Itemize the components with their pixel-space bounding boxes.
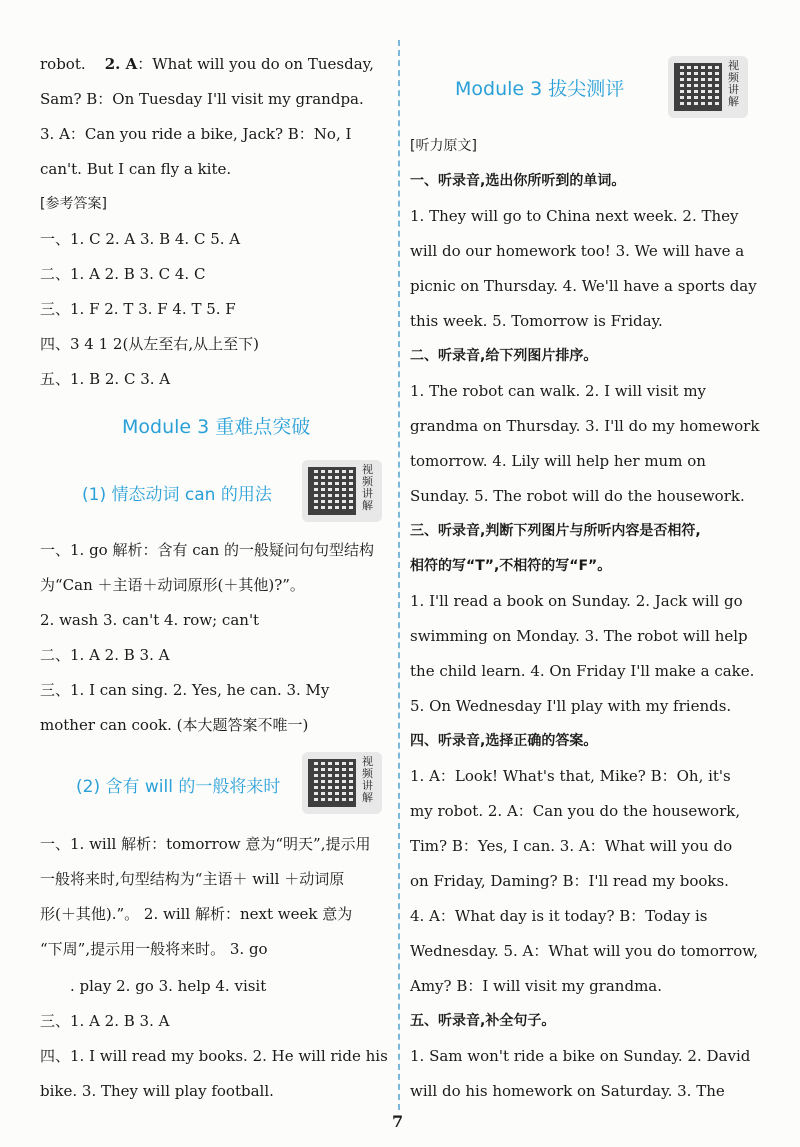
text-line: Wednesday. 5. A：What will you do tomorrow, xyxy=(410,942,759,960)
text-line: will do our homework too! 3. We will have a xyxy=(410,242,745,260)
text-line: 形(＋其他).”。 2. will 解析：next week 意为 xyxy=(40,905,353,923)
text-line: mother can cook. (本大题答案不唯一) xyxy=(40,716,309,734)
qr-label: 视频讲解 xyxy=(728,59,739,108)
text-line: 四、1. I will read my books. 2. He will ride his xyxy=(40,1047,388,1065)
subsection-heading: (1) 情态动词 can 的用法 xyxy=(82,485,272,505)
qr-code-box[interactable] xyxy=(302,752,382,814)
text-line: can't. But I can fly a kite. xyxy=(40,160,232,178)
text-line: robot. 2. A：What will you do on Tuesday, xyxy=(40,55,374,73)
section-heading: Module 3 重难点突破 xyxy=(122,416,311,438)
section-title: 相符的写“T”,不相符的写“F”。 xyxy=(410,558,612,574)
text-line: 1. Sam won't ride a bike on Sunday. 2. David xyxy=(410,1047,751,1065)
text-line: 3. A：Can you ride a bike, Jack? B：No, I xyxy=(40,125,352,143)
text-line: 1. They will go to China next week. 2. They xyxy=(410,207,739,225)
text-line: bike. 3. They will play football. xyxy=(40,1082,274,1100)
qr-label: 视频讲解 xyxy=(362,463,373,512)
text-line: this week. 5. Tomorrow is Friday. xyxy=(410,312,663,330)
text-line: 二、1. A 2. B 3. A xyxy=(40,646,170,664)
text-line: 一、1. go 解析：含有 can 的一般疑问句句型结构 xyxy=(40,541,375,559)
section-title: 四、听录音,选择正确的答案。 xyxy=(410,733,598,749)
text-line: 1. A：Look! What's that, Mike? B：Oh, it's xyxy=(410,767,731,785)
text-line: Tim? B：Yes, I can. 3. A：What will you do xyxy=(410,837,733,855)
section-title: 一、听录音,选出你所听到的单词。 xyxy=(410,173,626,189)
text-line: “下周”,提示用一般将来时。 3. go xyxy=(40,940,268,958)
answer-header: [参考答案] xyxy=(40,196,107,212)
answer-line: 一、1. C 2. A 3. B 4. C 5. A xyxy=(40,230,241,248)
text-line: on Friday, Daming? B：I'll read my books. xyxy=(410,872,729,890)
text-line: the child learn. 4. On Friday I'll make a cake. xyxy=(410,662,755,680)
section-heading: Module 3 拔尖测评 xyxy=(455,78,625,100)
text-line: will do his homework on Saturday. 3. The xyxy=(410,1082,725,1100)
text-line: Sunday. 5. The robot will do the housework. xyxy=(410,487,745,505)
listening-header: [听力原文] xyxy=(410,138,477,154)
qr-code-icon xyxy=(308,759,356,807)
text-line: Amy? B：I will visit my grandma. xyxy=(410,977,662,995)
answer-line: 二、1. A 2. B 3. C 4. C xyxy=(40,265,206,283)
text-line: . play 2. go 3. help 4. visit xyxy=(70,977,267,995)
text-line: 5. On Wednesday I'll play with my friends. xyxy=(410,697,732,715)
qr-code-box[interactable] xyxy=(668,56,748,118)
text-line: picnic on Thursday. 4. We'll have a sports day xyxy=(410,277,757,295)
text-line: my robot. 2. A：Can you do the housework, xyxy=(410,802,741,820)
qr-label: 视频讲解 xyxy=(362,755,373,804)
text-line: 1. The robot can walk. 2. I will visit my xyxy=(410,382,707,400)
qr-code-icon xyxy=(674,63,722,111)
text-line: 为“Can ＋主语＋动词原形(＋其他)?”。 xyxy=(40,576,305,594)
text-line: 三、1. A 2. B 3. A xyxy=(40,1012,170,1030)
text-line: 1. I'll read a book on Sunday. 2. Jack will go xyxy=(410,592,743,610)
text-line: tomorrow. 4. Lily will help her mum on xyxy=(410,452,706,470)
text-line: grandma on Thursday. 3. I'll do my homework xyxy=(410,417,760,435)
text-line: 4. A：What day is it today? B：Today is xyxy=(410,907,708,925)
answer-line: 四、3 4 1 2(从左至右,从上至下) xyxy=(40,335,259,353)
answer-line: 三、1. F 2. T 3. F 4. T 5. F xyxy=(40,300,236,318)
text-line: 三、1. I can sing. 2. Yes, he can. 3. My xyxy=(40,681,330,699)
subsection-heading: (2) 含有 will 的一般将来时 xyxy=(76,777,281,797)
text-line: 2. wash 3. can't 4. row; can't xyxy=(40,611,260,629)
text-line: Sam? B：On Tuesday I'll visit my grandpa. xyxy=(40,90,364,108)
text-line: 一、1. will 解析：tomorrow 意为“明天”,提示用 xyxy=(40,835,371,853)
text-line: 一般将来时,句型结构为“主语＋ will ＋动词原 xyxy=(40,870,345,888)
text-line: swimming on Monday. 3. The robot will help xyxy=(410,627,748,645)
answer-line: 五、1. B 2. C 3. A xyxy=(40,370,171,388)
page-number: 7 xyxy=(392,1112,404,1131)
section-title: 三、听录音,判断下列图片与所听内容是否相符, xyxy=(410,523,701,539)
section-title: 二、听录音,给下列图片排序。 xyxy=(410,348,598,364)
qr-code-box[interactable] xyxy=(302,460,382,522)
section-title: 五、听录音,补全句子。 xyxy=(410,1013,556,1029)
column-divider xyxy=(398,40,400,1110)
qr-code-icon xyxy=(308,467,356,515)
